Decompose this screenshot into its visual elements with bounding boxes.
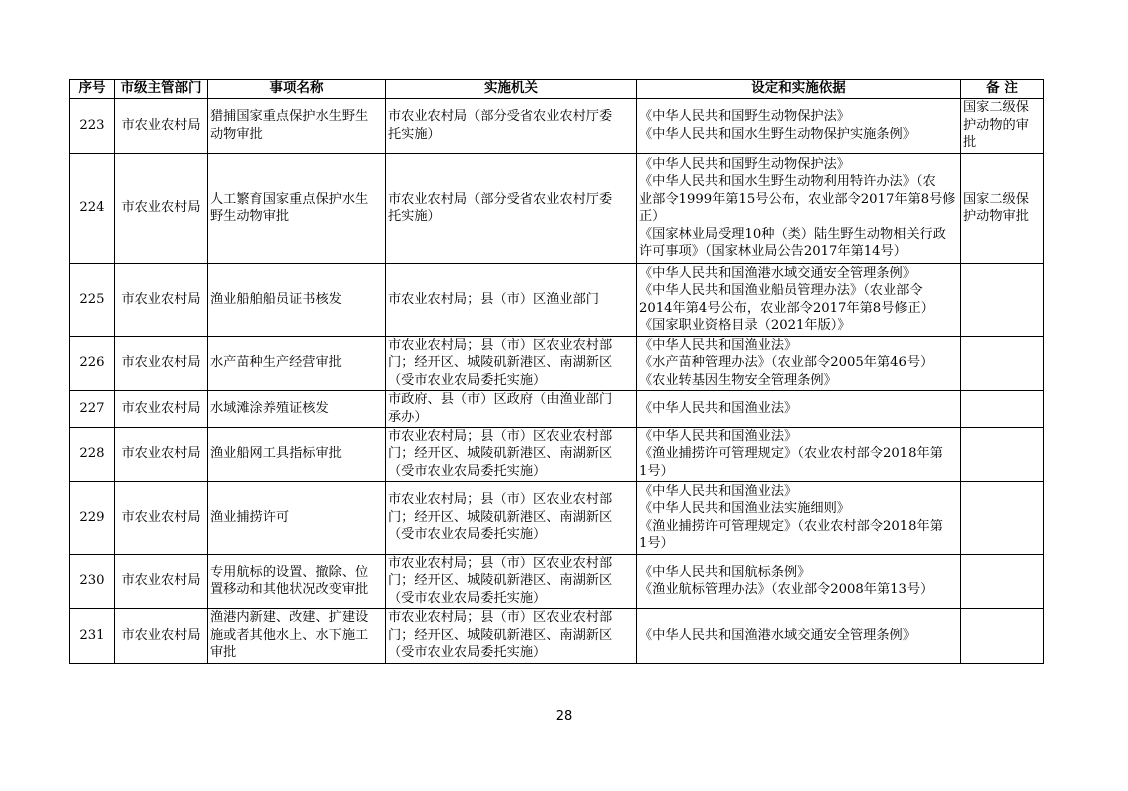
row-basis (637, 336, 961, 390)
row-item-name-line: 审批 (210, 645, 237, 661)
table-row (70, 336, 1044, 390)
row-note-line: 国家二级保 (963, 100, 1029, 116)
page-number: 28 (555, 709, 573, 724)
table-body (70, 98, 1044, 663)
row-number: 231 (70, 608, 115, 663)
row-agency (386, 390, 637, 427)
row-basis-line: 《国家职业资格目录（2021年版）》 (639, 318, 851, 333)
row-item-name (208, 427, 386, 481)
row-basis-line: 正） (639, 209, 666, 224)
row-agency (386, 98, 637, 153)
row-item-name-line: 渔业船网工具指标审批 (210, 446, 342, 462)
row-basis (637, 427, 961, 481)
row-note (961, 98, 1044, 153)
row-item-name-line: 专用航标的设置、撤除、位 (210, 564, 369, 580)
row-number: 230 (70, 554, 115, 608)
row-agency-line: 市农业农村局；县（市）区农业农村部 (388, 555, 613, 571)
row-basis (637, 153, 961, 263)
row-agency-line: 市农业农村局；县（市）区农业农村部 (388, 337, 613, 353)
row-item-name (208, 263, 386, 336)
row-basis-line: 《中华人民共和国航标条例》 (639, 564, 811, 580)
table-row (70, 427, 1044, 481)
row-basis-line: 《中华人民共和国渔业法》 (639, 400, 798, 416)
row-item-name (208, 390, 386, 427)
header-note: 备 注 (961, 80, 1044, 99)
row-number: 225 (70, 263, 115, 336)
row-agency-line: 门；经开区、城陵矶新港区、南湖新区 (388, 355, 613, 371)
row-basis-line: 《中华人民共和国渔业法》 (639, 483, 798, 499)
row-number: 227 (70, 390, 115, 427)
row-basis-line: 1号） (639, 536, 674, 551)
row-agency-line: 门；经开区、城陵矶新港区、南湖新区 (388, 446, 613, 462)
row-number: 228 (70, 427, 115, 481)
row-basis (637, 481, 961, 554)
row-dept: 市农业农村局 (115, 390, 208, 427)
row-agency (386, 481, 637, 554)
row-agency-line: （受市农业农局委托实施） (388, 463, 547, 479)
row-basis-line: 《中华人民共和国野生动物保护法》 (639, 109, 850, 124)
row-item-name (208, 98, 386, 153)
row-basis-line: 1号） (639, 463, 674, 479)
row-item-name-line: 猎捕国家重点保护水生野生 (210, 109, 369, 124)
row-agency-line: 托实施） (388, 209, 441, 224)
table-row (70, 608, 1044, 663)
row-item-name (208, 554, 386, 608)
row-agency-line: 市政府、县（市）区政府（由渔业部门 (388, 392, 613, 407)
row-dept: 市农业农村局 (115, 554, 208, 608)
table-row (70, 153, 1044, 263)
row-agency (386, 153, 637, 263)
row-basis (637, 554, 961, 608)
row-dept: 市农业农村局 (115, 481, 208, 554)
row-item-name-line: 动物审批 (210, 126, 263, 142)
row-basis-line: 2014年第4号公布，农业部令2017年第8号修正） (639, 300, 934, 316)
row-basis-line: 《中华人民共和国渔业船员管理办法》（农业部令 (639, 283, 923, 298)
row-number: 229 (70, 481, 115, 554)
row-agency-line: 门；经开区、城陵矶新港区、南湖新区 (388, 627, 613, 643)
row-agency-line: （受市农业农局委托实施） (388, 590, 547, 606)
row-agency-line: 市农业农村局（部分受省农业农村厅委 (388, 191, 613, 207)
row-basis-line: 《中华人民共和国渔业法实施细则》 (639, 501, 850, 516)
row-item-name-line: 渔业捕捞许可 (210, 509, 290, 525)
row-item-name-line: 水产苗种生产经营审批 (210, 355, 342, 371)
row-agency-line: 门；经开区、城陵矶新港区、南湖新区 (388, 509, 613, 525)
row-item-name-line: 置移动和其他状况改变审批 (210, 582, 369, 597)
row-basis (637, 390, 961, 427)
row-item-name (208, 481, 386, 554)
row-agency-line: （受市农业农局委托实施） (388, 372, 547, 388)
row-dept: 市农业农村局 (115, 98, 208, 153)
row-item-name-line: 施或者其他水上、水下施工 (210, 627, 369, 643)
header-basis: 设定和实施依据 (637, 80, 961, 99)
row-note (961, 336, 1044, 390)
row-agency-line: 市农业农村局；县（市）区农业农村部 (388, 610, 613, 626)
table-row (70, 98, 1044, 153)
row-agency (386, 427, 637, 481)
row-note (961, 554, 1044, 608)
row-note (961, 153, 1044, 263)
row-agency (386, 554, 637, 608)
row-agency-line: （受市农业农局委托实施） (388, 645, 547, 661)
row-item-name-line: 水域滩涂养殖证核发 (210, 400, 329, 416)
row-number: 223 (70, 98, 115, 153)
row-basis-line: 《中华人民共和国渔港水域交通安全管理条例》 (639, 627, 916, 643)
row-basis-line: 《中华人民共和国水生野生动物保护实施条例》 (639, 126, 916, 142)
row-item-name (208, 153, 386, 263)
row-number: 224 (70, 153, 115, 263)
row-dept: 市农业农村局 (115, 336, 208, 390)
row-basis (637, 263, 961, 336)
row-dept: 市农业农村局 (115, 608, 208, 663)
row-agency (386, 608, 637, 663)
row-agency-line: 门；经开区、城陵矶新港区、南湖新区 (388, 573, 613, 589)
row-basis (637, 98, 961, 153)
row-agency-line: 市农业农村局；县（市）区农业农村部 (388, 492, 613, 508)
row-dept: 市农业农村局 (115, 263, 208, 336)
row-basis-line: 《中华人民共和国渔业法》 (639, 337, 798, 353)
header-name: 事项名称 (208, 80, 386, 99)
row-agency (386, 336, 637, 390)
row-agency (386, 263, 637, 336)
row-basis-line: 业部令1999年第15号公布，农业部令2017年第8号修 (639, 191, 956, 207)
row-item-name-line: 人工繁育国家重点保护水生 (210, 191, 369, 207)
row-number: 226 (70, 336, 115, 390)
row-basis-line: 《渔业捕捞许可管理规定》（农业农村部令2018年第 (639, 446, 943, 462)
row-agency-line: 市农业农村局；县（市）区农业农村部 (388, 428, 613, 444)
row-note (961, 263, 1044, 336)
row-item-name-line: 渔港内新建、改建、扩建设 (210, 610, 369, 626)
row-agency-line: 市农业农村局（部分受省农业农村厅委 (388, 109, 613, 124)
row-basis-line: 《中华人民共和国渔业法》 (639, 428, 798, 444)
row-dept: 市农业农村局 (115, 427, 208, 481)
table-row (70, 390, 1044, 427)
header-no: 序号 (70, 80, 115, 99)
row-agency-line: 市农业农村局；县（市）区渔业部门 (388, 291, 599, 307)
row-note (961, 427, 1044, 481)
items-table (69, 79, 1044, 664)
row-item-name-line: 渔业船舶船员证书核发 (210, 291, 342, 307)
row-basis-line: 《水产苗种管理办法》（农业部令2005年第46号） (639, 355, 934, 371)
row-note (961, 390, 1044, 427)
row-basis-line: 《渔业航标管理办法》（农业部令2008年第13号） (639, 582, 934, 597)
table-row (70, 263, 1044, 336)
row-item-name (208, 336, 386, 390)
row-note-line: 护动物的审 (963, 117, 1029, 133)
row-agency-line: 承办） (388, 409, 428, 425)
row-agency-line: （受市农业农局委托实施） (388, 527, 547, 543)
table-row (70, 554, 1044, 608)
row-note-line: 护动物审批 (963, 209, 1029, 224)
row-basis (637, 608, 961, 663)
row-basis-line: 《国家林业局受理10种（类）陆生野生动物相关行政 (639, 226, 946, 242)
table-row (70, 481, 1044, 554)
row-dept: 市农业农村局 (115, 153, 208, 263)
row-item-name (208, 608, 386, 663)
row-basis-line: 《中华人民共和国水生野生动物利用特许办法》（农 (639, 174, 936, 189)
row-basis-line: 《渔业捕捞许可管理规定》（农业农村部令2018年第 (639, 518, 943, 534)
row-note (961, 608, 1044, 663)
row-basis-line: 《中华人民共和国渔港水域交通安全管理条例》 (639, 265, 916, 281)
row-agency-line: 托实施） (388, 126, 441, 142)
row-note-line: 国家二级保 (963, 191, 1029, 207)
row-note (961, 481, 1044, 554)
header-agency: 实施机关 (386, 80, 637, 99)
row-item-name-line: 野生动物审批 (210, 209, 290, 224)
header-dept: 市级主管部门 (115, 80, 208, 99)
row-basis-line: 许可事项》（国家林业局公告2017年第14号） (639, 244, 907, 259)
table-header-row (70, 80, 1044, 99)
row-basis-line: 《中华人民共和国野生动物保护法》 (639, 156, 850, 172)
row-note-line: 批 (963, 135, 977, 151)
row-basis-line: 《农业转基因生物安全管理条例》 (639, 372, 837, 388)
